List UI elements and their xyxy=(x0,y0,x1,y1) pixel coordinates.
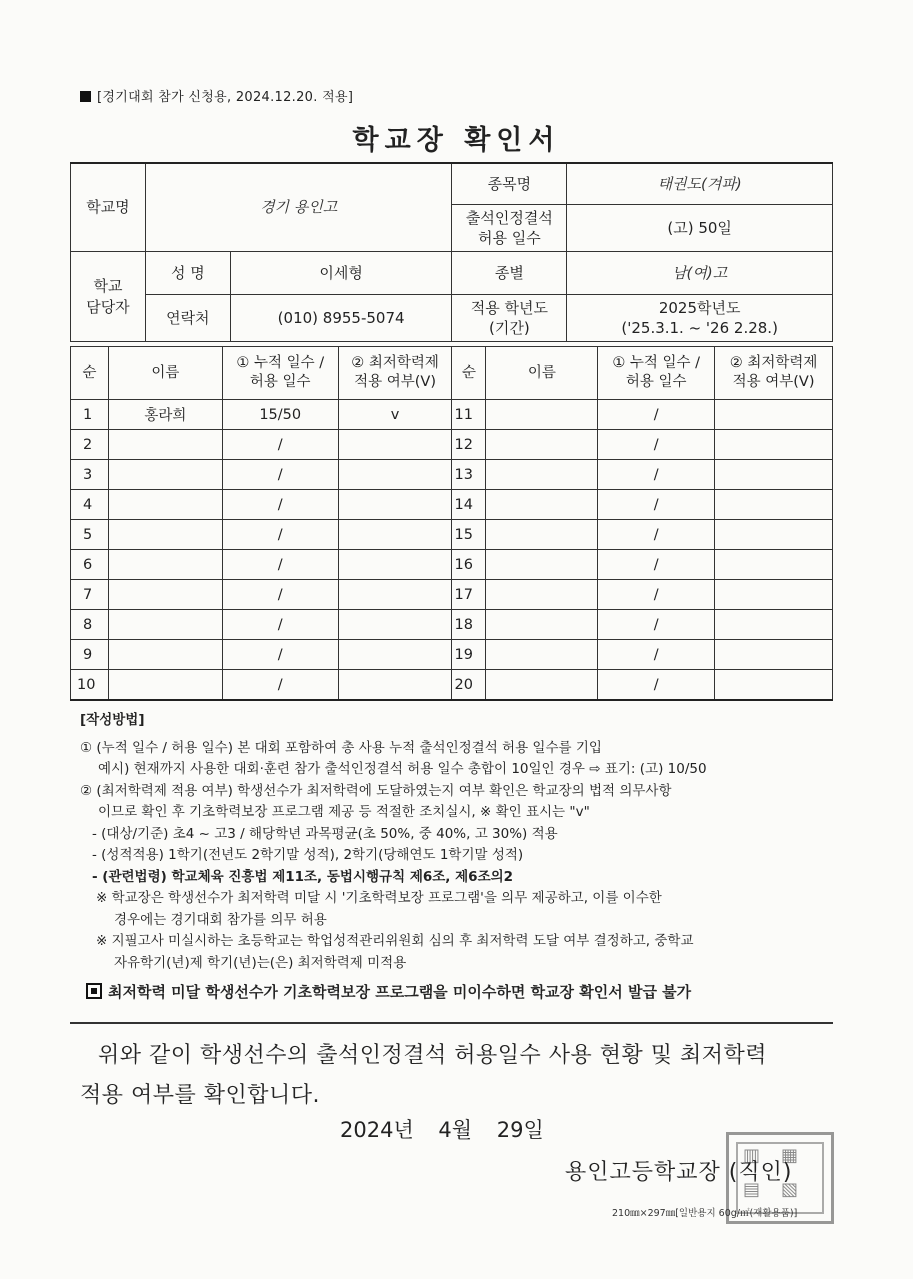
confirmation-date: 2024년 4월 29일 xyxy=(340,1118,544,1142)
row-no: 15 xyxy=(452,520,486,550)
student-name xyxy=(486,670,598,701)
row-no: 17 xyxy=(452,580,486,610)
student-applied xyxy=(715,610,833,640)
student-days: / xyxy=(598,640,715,670)
student-applied xyxy=(338,640,452,670)
gender-value: 남(여)고 xyxy=(567,252,833,295)
table-row xyxy=(71,400,833,430)
table-row xyxy=(71,490,833,520)
student-applied xyxy=(338,580,452,610)
student-applied: v xyxy=(338,400,452,430)
student-days: / xyxy=(222,460,338,490)
student-days: / xyxy=(598,670,715,701)
guide-line: - (관련법령) 학교체육 진흥법 제11조, 동법시행규칙 제6조, 제6조의2 xyxy=(92,868,514,885)
guide-line: 자유학기(년)제 학기(년)는(은) 최저학력제 미적용 xyxy=(114,954,407,971)
writing-guide xyxy=(80,710,840,1004)
guide-line: ① (누적 일수 / 허용 일수) 본 대회 포함하여 총 사용 누적 출석인정결석 허용 일수를 기입 xyxy=(80,739,602,756)
table-row xyxy=(71,550,833,580)
confirmation-line1: 위와 같이 학생선수의 출석인정결석 허용일수 사용 현황 및 최저학력 xyxy=(98,1043,768,1068)
row-no: 16 xyxy=(452,550,486,580)
row-no: 8 xyxy=(71,610,109,640)
student-name: 홍라희 xyxy=(108,400,222,430)
row-no: 11 xyxy=(452,400,486,430)
paper-spec: 210㎜×297㎜[일반용지 60g/㎡(재활용품)] xyxy=(612,1208,798,1219)
guide-line: ※ 지필고사 미실시하는 초등학교는 학업성적관리위원회 심의 후 최저학력 도달 여부 결정하고, 중학교 xyxy=(96,933,694,949)
student-days: 15/50 xyxy=(222,400,338,430)
sport-label: 종목명 xyxy=(452,163,567,205)
table-row xyxy=(71,520,833,550)
student-days: / xyxy=(222,640,338,670)
name-label: 성 명 xyxy=(145,252,230,295)
guide-line: ※ 학교장은 학생선수가 최저학력 미달 시 '기초학력보장 프로그램'을 의무 제공하고, 이를 이수한 xyxy=(96,890,662,906)
student-name xyxy=(108,520,222,550)
student-applied xyxy=(338,610,452,640)
student-days: / xyxy=(222,550,338,580)
student-applied xyxy=(715,520,833,550)
sport-value: 태권도(겨파) xyxy=(567,163,833,205)
student-applied xyxy=(715,670,833,701)
student-applied xyxy=(715,640,833,670)
row-no: 9 xyxy=(71,640,109,670)
student-name xyxy=(108,610,222,640)
student-name xyxy=(108,430,222,460)
student-applied xyxy=(715,460,833,490)
contact-label: 연락처 xyxy=(145,295,230,342)
col-header-days: ① 누적 일수 / 허용 일수 xyxy=(222,347,338,400)
guide-line: - (대상/기준) 초4 ~ 고3 / 해당학년 과목평균(초 50%, 중 40%, 고 30%) 적용 xyxy=(92,825,558,842)
student-applied xyxy=(338,520,452,550)
guide-line: ② (최저학력제 적용 여부) 학생선수가 최저학력에 도달하였는지 여부 확인은 학교장의 법적 의무사항 xyxy=(80,782,672,799)
student-name xyxy=(108,640,222,670)
guide-line: 경우에는 경기대회 참가를 의무 허용 xyxy=(114,911,327,928)
warning-text: 최저학력 미달 학생선수가 기초학력보장 프로그램을 미이수하면 학교장 확인서 발급 불가 xyxy=(108,983,692,1001)
student-name xyxy=(486,550,598,580)
guide-line: 이므로 확인 후 기초학력보장 프로그램 제공 등 적절한 조치실시, ※ 확인 표시는 "v" xyxy=(98,804,590,820)
row-no: 13 xyxy=(452,460,486,490)
student-days: / xyxy=(222,580,338,610)
student-name xyxy=(486,460,598,490)
student-name xyxy=(486,520,598,550)
signer-name: 용인고등학교장 (직인) xyxy=(565,1160,793,1185)
col-header-no: 순 xyxy=(452,347,486,400)
confirmation-line2: 적용 여부를 확인합니다. xyxy=(80,1083,321,1108)
student-days: / xyxy=(598,490,715,520)
student-days: / xyxy=(598,430,715,460)
days-label: 출석인정결석 허용 일수 xyxy=(452,205,567,252)
col-header-applied: ② 최저학력제 적용 여부(V) xyxy=(715,347,833,400)
guide-heading: [작성방법] xyxy=(80,712,145,728)
school-value: 경기 용인고 xyxy=(145,163,452,252)
col-header-applied: ② 최저학력제 적용 여부(V) xyxy=(338,347,452,400)
row-no: 1 xyxy=(71,400,109,430)
row-no: 6 xyxy=(71,550,109,580)
square-bullet-icon xyxy=(80,91,91,102)
student-applied xyxy=(338,670,452,701)
student-days: / xyxy=(598,520,715,550)
student-applied xyxy=(715,490,833,520)
student-name xyxy=(486,640,598,670)
info-table xyxy=(70,162,833,342)
student-name xyxy=(486,430,598,460)
row-no: 20 xyxy=(452,670,486,701)
student-name xyxy=(108,580,222,610)
guide-line: - (성적적용) 1학기(전년도 2학기말 성적), 2학기(당해연도 1학기말 성적) xyxy=(92,847,524,863)
row-no: 10 xyxy=(71,670,109,701)
warning-note xyxy=(80,982,840,1004)
student-days: / xyxy=(222,490,338,520)
year-label: 적용 학년도 (기간) xyxy=(452,295,567,342)
row-no: 3 xyxy=(71,460,109,490)
student-name xyxy=(486,610,598,640)
student-name xyxy=(486,400,598,430)
student-applied xyxy=(715,550,833,580)
manager-label: 학교 담당자 xyxy=(71,252,146,342)
days-value: (고) 50일 xyxy=(567,205,833,252)
school-label: 학교명 xyxy=(71,163,146,252)
row-no: 14 xyxy=(452,490,486,520)
row-no: 12 xyxy=(452,430,486,460)
table-row xyxy=(71,430,833,460)
student-applied xyxy=(338,550,452,580)
student-name xyxy=(486,580,598,610)
year-value-line1: 2025학년도 xyxy=(658,298,741,317)
name-value: 이세형 xyxy=(230,252,452,295)
contact-value: (010) 8955-5074 xyxy=(230,295,452,342)
student-name xyxy=(108,550,222,580)
divider xyxy=(70,1022,833,1024)
row-no: 4 xyxy=(71,490,109,520)
table-row xyxy=(71,610,833,640)
student-table xyxy=(70,346,833,701)
student-days: / xyxy=(598,400,715,430)
student-days: / xyxy=(222,430,338,460)
student-applied xyxy=(338,490,452,520)
table-row xyxy=(71,580,833,610)
student-days: / xyxy=(222,610,338,640)
guide-line: 예시) 현재까지 사용한 대회·훈련 참가 출석인정결석 허용 일수 총합이 10일인 경우 ⇨ 표기: (고) 10/50 xyxy=(98,761,707,777)
form-tag xyxy=(80,86,353,105)
student-applied xyxy=(715,580,833,610)
row-no: 18 xyxy=(452,610,486,640)
student-days: / xyxy=(598,580,715,610)
student-applied xyxy=(338,430,452,460)
student-days: / xyxy=(222,670,338,701)
row-no: 5 xyxy=(71,520,109,550)
table-row xyxy=(71,670,833,701)
col-header-name: 이름 xyxy=(108,347,222,400)
student-days: / xyxy=(598,550,715,580)
gender-label: 종별 xyxy=(452,252,567,295)
student-applied xyxy=(338,460,452,490)
student-name xyxy=(108,490,222,520)
checkbox-square-icon xyxy=(86,983,102,999)
student-days: / xyxy=(598,460,715,490)
page-title: 학교장 확인서 xyxy=(352,125,561,156)
official-seal-stamp: ▥ ▦ ▤ ▧ xyxy=(726,1132,834,1224)
col-header-days: ① 누적 일수 / 허용 일수 xyxy=(598,347,715,400)
row-no: 2 xyxy=(71,430,109,460)
col-header-no: 순 xyxy=(71,347,109,400)
row-no: 19 xyxy=(452,640,486,670)
row-no: 7 xyxy=(71,580,109,610)
student-days: / xyxy=(598,610,715,640)
table-row xyxy=(71,640,833,670)
student-days: / xyxy=(222,520,338,550)
table-row xyxy=(71,460,833,490)
confirmation-text xyxy=(80,1036,840,1116)
year-value xyxy=(567,295,833,342)
student-applied xyxy=(715,430,833,460)
year-value-line2: ('25.3.1. ~ '26 2.28.) xyxy=(621,319,778,337)
form-tag-text: [경기대회 참가 신청용, 2024.12.20. 적용] xyxy=(97,90,354,105)
student-name xyxy=(108,670,222,701)
student-name xyxy=(486,490,598,520)
col-header-name: 이름 xyxy=(486,347,598,400)
student-applied xyxy=(715,400,833,430)
student-name xyxy=(108,460,222,490)
